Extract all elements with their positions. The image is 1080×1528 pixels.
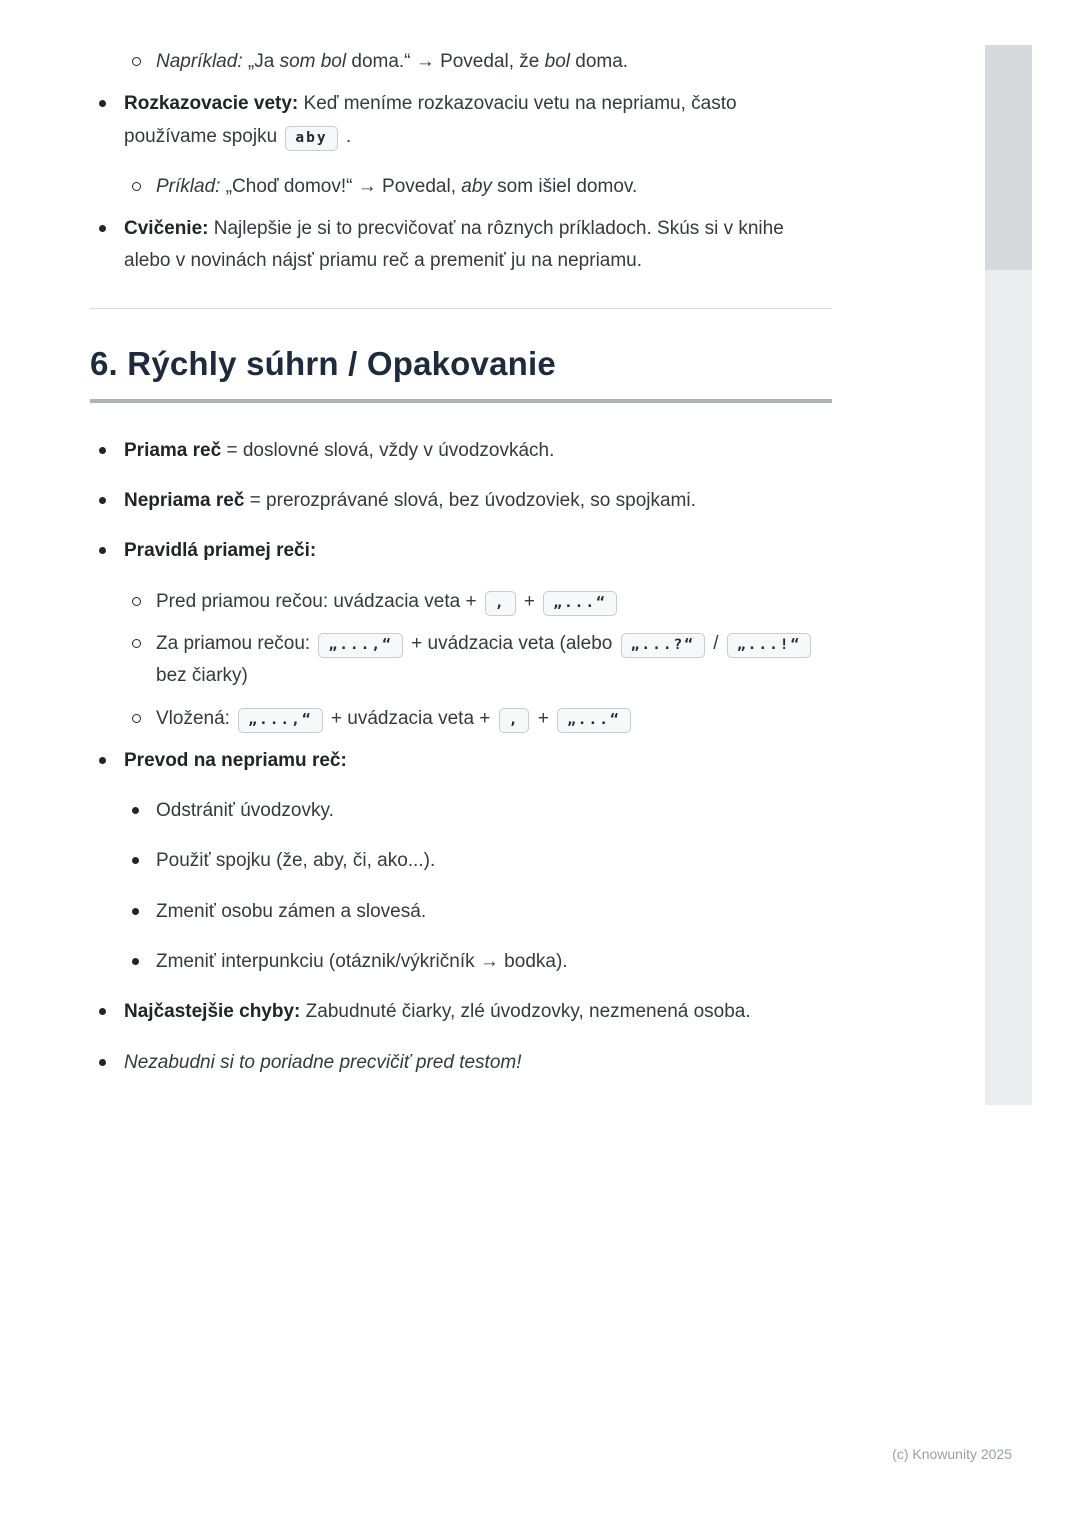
text-segment: som bol xyxy=(279,51,347,72)
inline-code: „...!“ xyxy=(727,633,811,658)
list-item xyxy=(90,171,832,203)
text-segment: Najlepšie je si to precvičovať na rôznych príkladoch. Skús si v knihe alebo v novinách nájsť priamu reč a premeniť ju na nepriamu. xyxy=(124,218,784,272)
bullet-marker xyxy=(132,857,139,864)
list-item xyxy=(90,435,832,467)
inline-code: „...“ xyxy=(557,708,631,733)
text-segment: aby xyxy=(461,175,492,197)
text-segment: Zabudnuté čiarky, zlé úvodzovky, nezmenená osoba. xyxy=(300,1001,751,1023)
text-segment: = doslovné slová, vždy v úvodzovkách. xyxy=(221,439,555,461)
list-item xyxy=(90,896,832,928)
bullet-marker xyxy=(132,958,139,965)
bullet-marker xyxy=(99,497,106,504)
text-segment: Zmeniť interpunkciu (otáznik/výkričník → bodka). xyxy=(156,951,568,973)
text-segment: + uvádzacia veta + xyxy=(325,707,496,729)
text-segment: Prevod na nepriamu reč: xyxy=(124,749,347,771)
text-segment: Pred priamou rečou: uvádzacia veta + xyxy=(156,590,482,612)
section-heading: 6. Rýchly súhrn / Opakovanie xyxy=(90,345,832,403)
inline-code: „...,“ xyxy=(318,633,402,658)
list-item xyxy=(90,703,832,735)
bullet-marker xyxy=(132,714,141,723)
bullet-marker xyxy=(99,1008,106,1015)
text-segment: Príklad: xyxy=(156,175,221,197)
text-segment: Vložená: xyxy=(156,707,236,729)
text-segment: „Ja xyxy=(247,51,280,72)
text-segment: Keď meníme rozkazovaciu vetu na nepriamu, často používame spojku xyxy=(124,93,737,147)
inline-code: aby xyxy=(285,126,337,151)
scrollbar-track[interactable] xyxy=(985,45,1032,1105)
list-item xyxy=(90,1047,832,1079)
text-segment: Priama reč xyxy=(124,439,222,461)
text-segment: Najčastejšie chyby: xyxy=(124,1001,301,1023)
text-segment: bez čiarky) xyxy=(156,665,248,687)
text-segment: „Choď domov!“ → Povedal, xyxy=(220,175,462,197)
bullet-marker xyxy=(132,639,141,648)
inline-code: , xyxy=(485,591,516,616)
text-segment: Nezabudni si to poriadne precvičiť pred testom! xyxy=(124,1051,522,1073)
list-item xyxy=(90,213,832,278)
text-segment: Cvičenie: xyxy=(124,218,209,240)
bullet-marker xyxy=(99,225,106,232)
text-segment: Pravidlá priamej reči: xyxy=(124,540,317,562)
inline-code: „...?“ xyxy=(621,633,705,658)
list-item xyxy=(90,485,832,517)
list-item xyxy=(90,586,832,618)
bullet-marker xyxy=(99,757,106,764)
footer-credit: (c) Knowunity 2025 xyxy=(892,1446,1012,1462)
list-item xyxy=(90,845,832,877)
list-item xyxy=(90,535,832,567)
bullet-marker xyxy=(132,908,139,915)
list-item xyxy=(90,745,832,777)
text-segment: Rozkazovacie vety: xyxy=(124,93,299,115)
inline-code: „...,“ xyxy=(238,708,322,733)
bullet-marker xyxy=(99,547,106,554)
bullet-marker xyxy=(132,182,141,191)
document-body xyxy=(90,46,832,1097)
bullet-marker xyxy=(99,100,106,107)
inline-code: „...“ xyxy=(543,591,617,616)
text-segment: Napríklad: xyxy=(156,51,248,72)
text-segment: / xyxy=(708,632,724,654)
text-segment: Odstrániť úvodzovky. xyxy=(156,800,334,822)
list-item xyxy=(90,46,832,78)
bullet-marker xyxy=(99,447,106,454)
text-segment: som išiel domov. xyxy=(491,175,638,197)
list-item xyxy=(90,628,832,693)
text-segment: + xyxy=(518,590,541,612)
text-segment: Nepriama reč xyxy=(124,490,245,512)
inline-code: , xyxy=(499,708,530,733)
bullet-marker xyxy=(99,1059,106,1066)
text-segment: bol xyxy=(544,51,570,72)
scrollbar-thumb[interactable] xyxy=(985,45,1032,270)
text-segment: doma.“ → Povedal, že xyxy=(346,51,545,72)
list-item xyxy=(90,88,832,153)
bullet-marker xyxy=(132,597,141,606)
text-segment: . xyxy=(340,125,352,147)
bullet-marker xyxy=(132,57,141,66)
list-item xyxy=(90,996,832,1028)
text-segment: doma. xyxy=(570,51,629,72)
list-item xyxy=(90,946,832,978)
section-divider xyxy=(90,308,832,309)
text-segment: Za priamou rečou: xyxy=(156,632,316,654)
text-segment: + uvádzacia veta (alebo xyxy=(405,632,618,654)
text-segment: = prerozprávané slová, bez úvodzoviek, so spojkami. xyxy=(244,490,696,512)
text-segment: Použiť spojku (že, aby, či, ako...). xyxy=(156,850,436,872)
list-item xyxy=(90,795,832,827)
text-segment: Zmeniť osobu zámen a slovesá. xyxy=(156,900,427,922)
bullet-marker xyxy=(132,807,139,814)
text-segment: + xyxy=(532,707,555,729)
